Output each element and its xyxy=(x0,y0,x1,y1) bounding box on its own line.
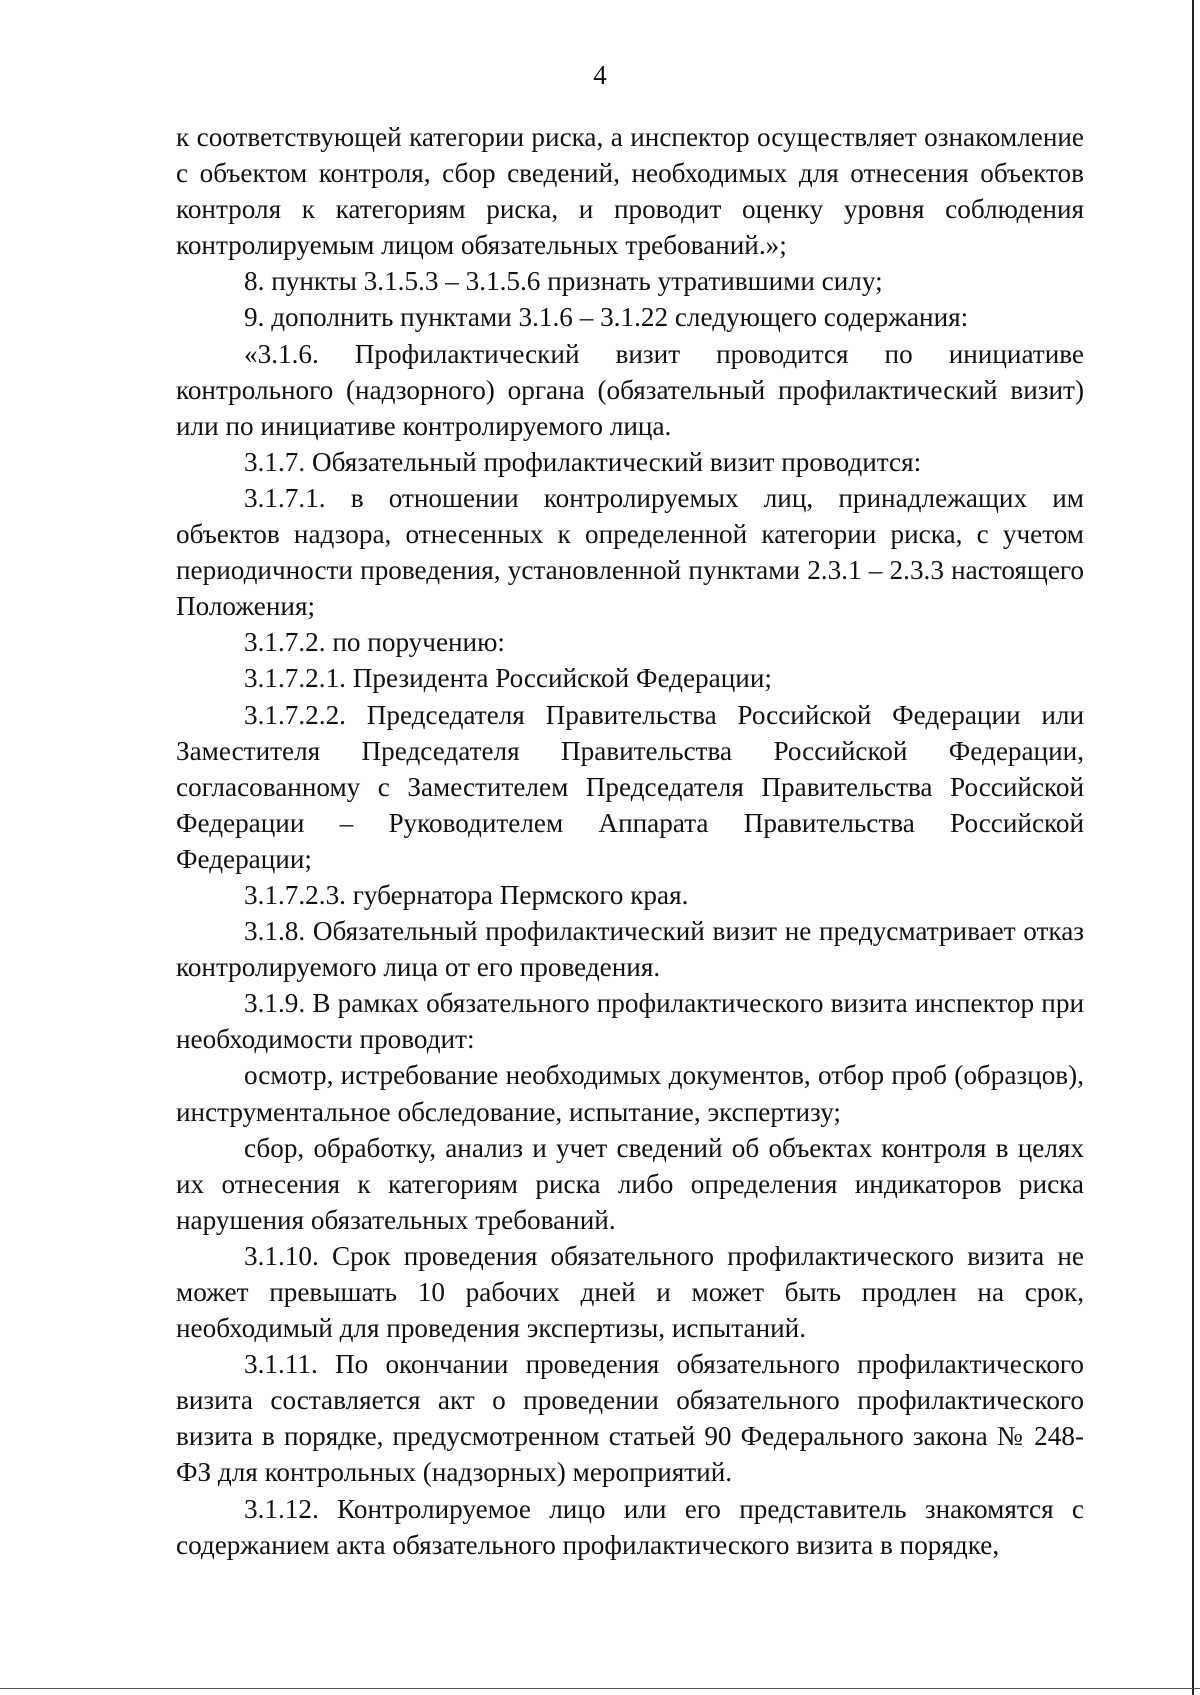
paragraph: 3.1.10. Срок проведения обязательного профилактического визита не может превышать 10 рабочих дней и может быть продлен на срок, необходимый для проведения экспертизы, испытаний. xyxy=(176,1240,1084,1344)
document-body xyxy=(176,119,1084,1563)
paragraph: 8. пункты 3.1.5.3 – 3.1.5.6 признать утратившими силу; xyxy=(244,266,883,297)
paragraph: 3.1.7.1. в отношении контролируемых лиц, принадлежащих им объектов надзора, отнесенных к определенной категории риска, с учетом периодичности проведения, установленной пунктами 2.3.1 – 2.3.3 настоящего Положения; xyxy=(176,482,1084,622)
paragraph: 9. дополнить пунктами 3.1.6 – 3.1.22 следующего содержания: xyxy=(244,302,969,333)
paragraph: к соответствующей категории риска, а инспектор осуществляет ознакомление с объектом контроля, сбор сведений, необходимых для отнесения объектов контроля к категориям риска, и проводит оценку уровня соблюдения контролируемым лицом обязательных требований.»; xyxy=(176,122,1084,261)
paragraph: 3.1.12. Контролируемое лицо или его представитель знакомятся с содержанием акта обязательного профилактического визита в порядке, xyxy=(176,1493,1084,1560)
paragraph: 3.1.7.2.1. Президента Российской Федерации; xyxy=(244,663,772,694)
paragraph: «3.1.6. Профилактический визит проводится по инициативе контрольного (надзорного) органа (обязательный профилактический визит) или по инициативе контролируемого лица. xyxy=(176,338,1084,441)
paragraph: 3.1.7. Обязательный профилактический визит проводится: xyxy=(244,446,922,477)
paragraph: 3.1.8. Обязательный профилактический визит не предусматривает отказ контролируемого лица от его проведения. xyxy=(176,916,1084,983)
paragraph: 3.1.7.2.2. Председателя Правительства Российской Федерации или Заместителя Председателя Правительства Российской Федерации, согласованному с Заместителем Председателя Правительства Российской Федерации – Руководителем Аппарата Правительства Российской Федерации; xyxy=(176,699,1084,874)
paragraph: 3.1.9. В рамках обязательного профилактического визита инспектор при необходимости проводит: xyxy=(176,988,1084,1055)
paragraph: 3.1.11. По окончании проведения обязательного профилактического визита составляется акт о проведении обязательного профилактического визита в порядке, предусмотренном статьей 90 Федерального закона № 248-ФЗ для контрольных (надзорных) мероприятий. xyxy=(176,1349,1084,1488)
page-number: 4 xyxy=(593,60,607,90)
scan-edge-right xyxy=(1192,0,1194,1695)
paragraph: осмотр, истребование необходимых документов, отбор проб (образцов), инструментальное обследование, испытание, экспертизу; xyxy=(176,1060,1084,1127)
paragraph: 3.1.7.2.3. губернатора Пермского края. xyxy=(244,879,689,910)
paragraph: сбор, обработку, анализ и учет сведений об объектах контроля в целях их отнесения к категориям риска либо определения индикаторов риска нарушения обязательных требований. xyxy=(176,1132,1084,1235)
paragraph: 3.1.7.2. по поручению: xyxy=(244,627,505,658)
scan-edge-bottom xyxy=(0,1688,1200,1689)
